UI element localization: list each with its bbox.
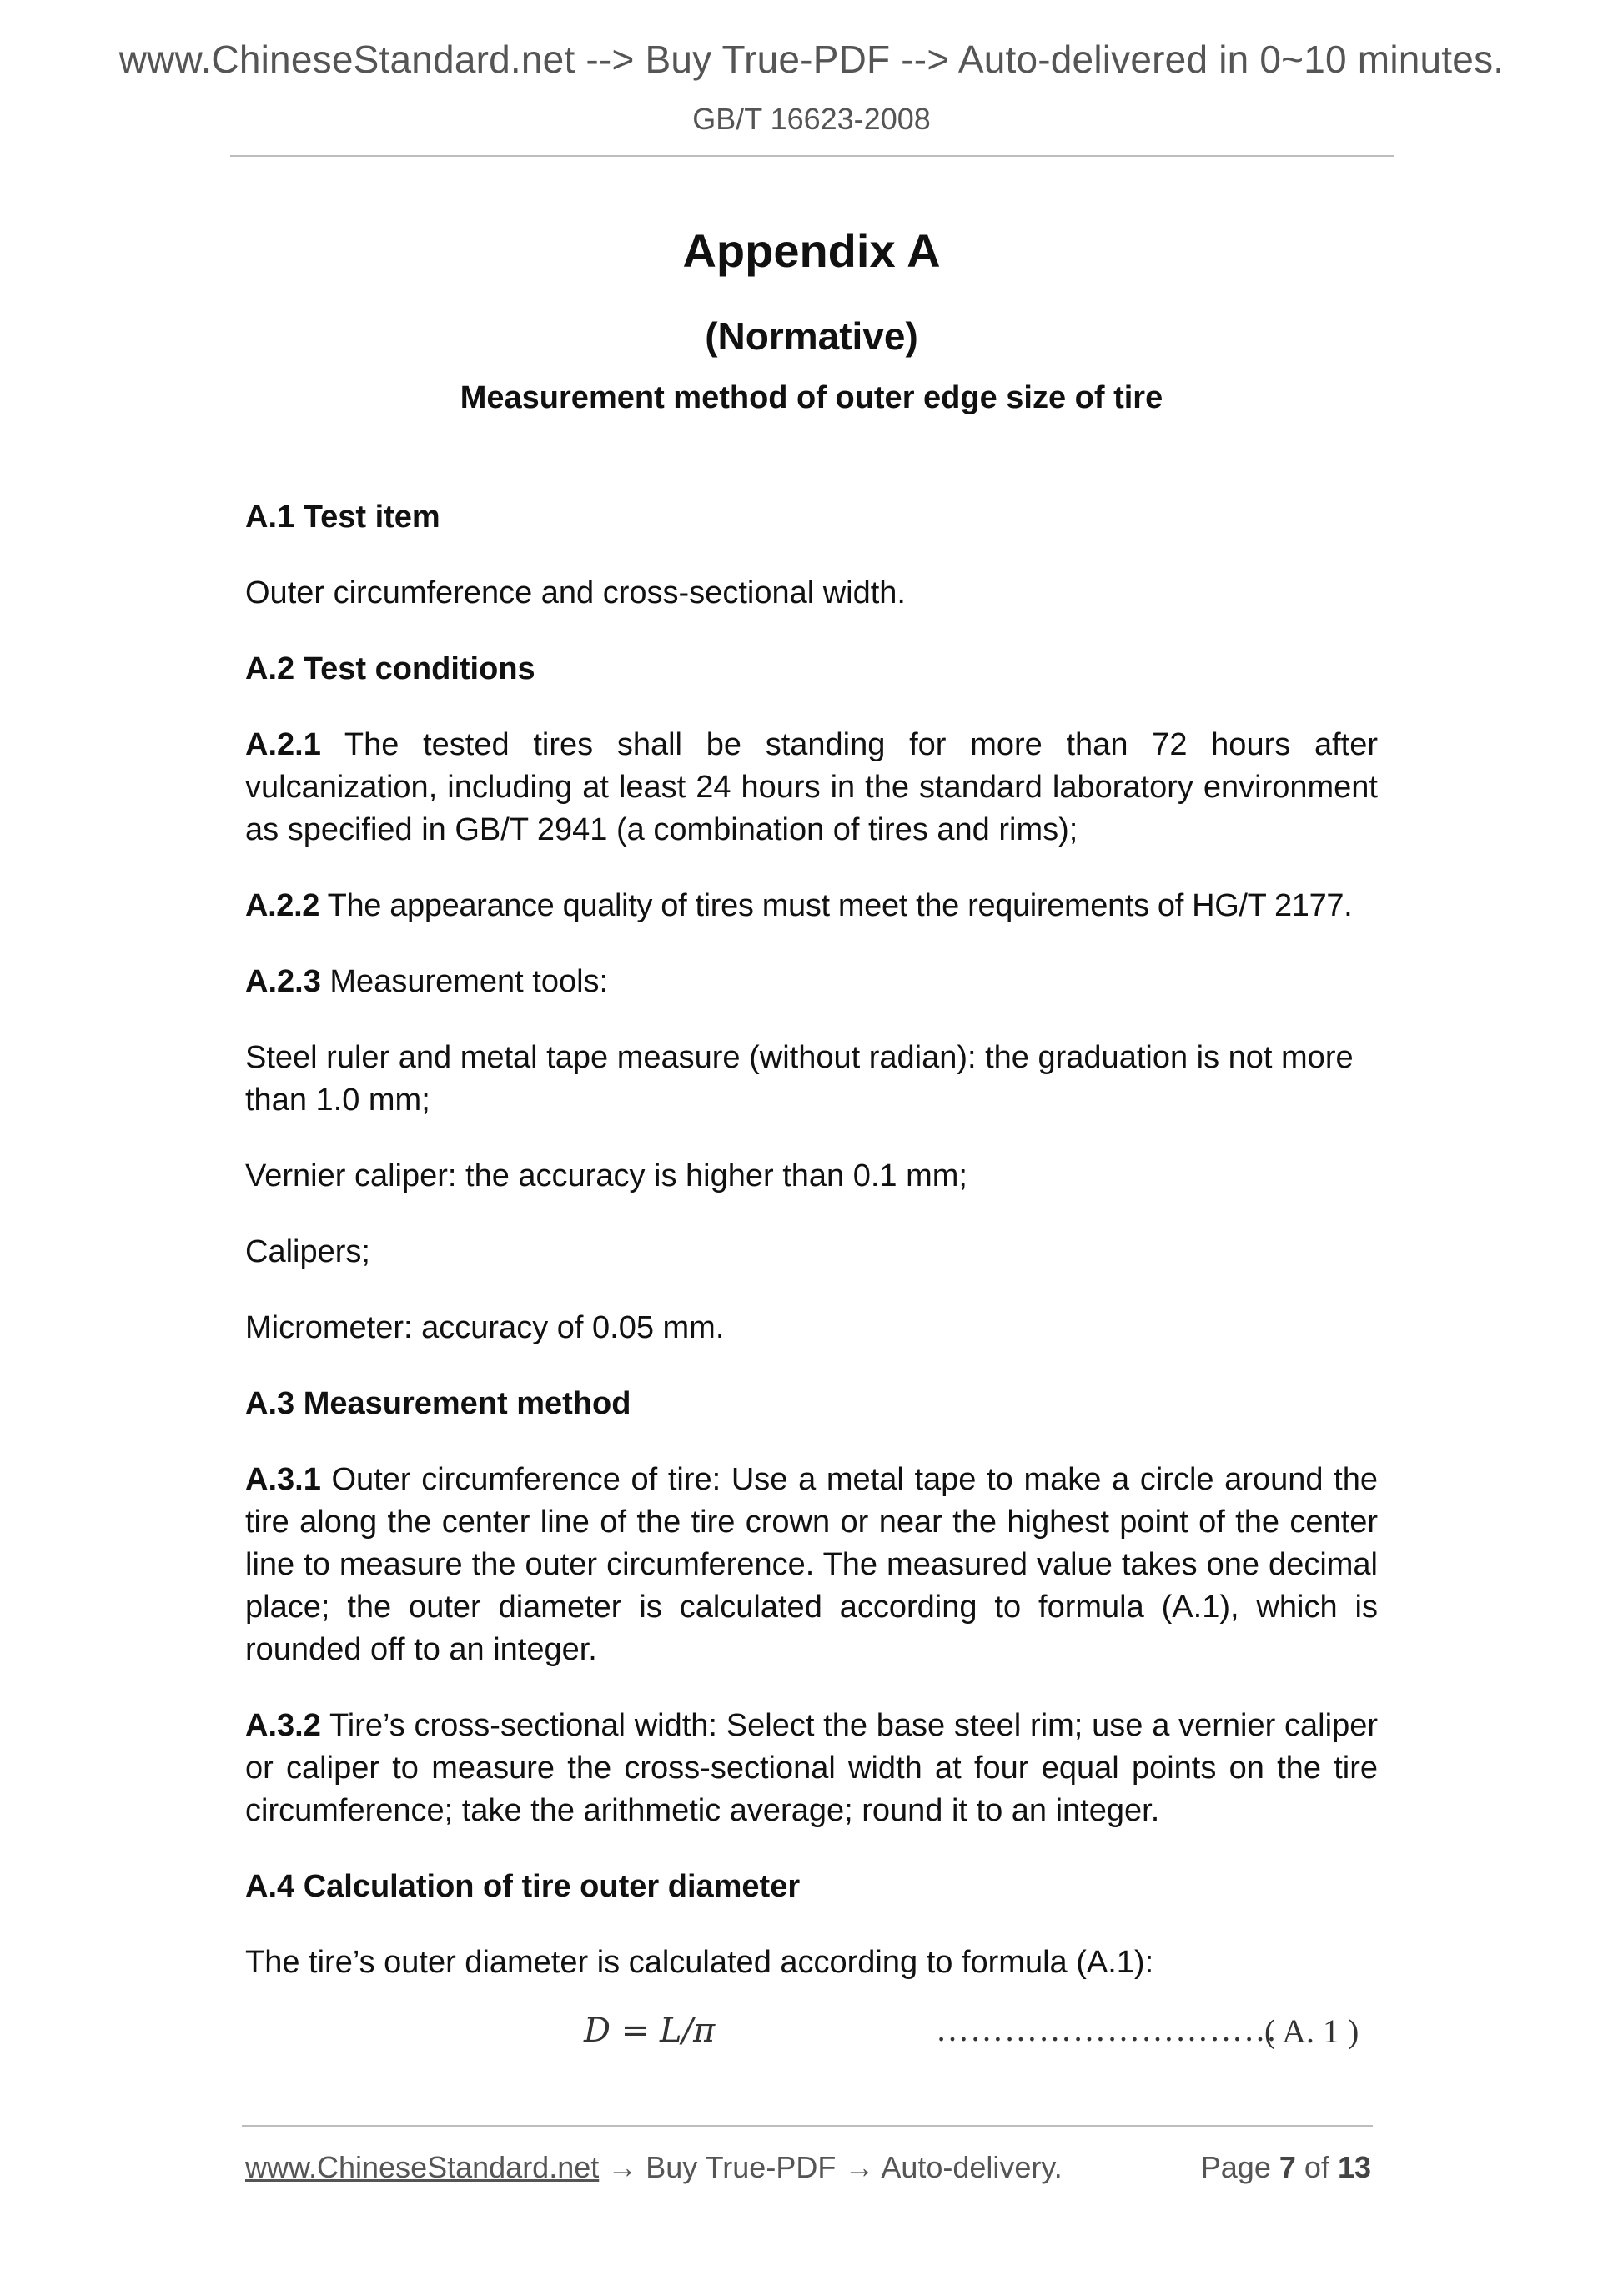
section-a1-text: Outer circumference and cross-sectional width. — [245, 575, 906, 610]
page-current: 7 — [1279, 2150, 1296, 2184]
footer-divider — [242, 2125, 1373, 2127]
page-label: Page — [1200, 2150, 1271, 2184]
normative-label: (Normative) — [705, 314, 918, 358]
section-a4-heading: A.4 Calculation of tire outer diameter — [245, 1869, 801, 1904]
page-total: 13 — [1337, 2150, 1371, 2184]
page-footer — [245, 2150, 1371, 2185]
clause-a2-1-label: A.2.1 — [245, 727, 321, 762]
appendix-title: Appendix A — [682, 224, 941, 277]
clause-a2-1-text: The tested tires shall be standing for more than 72 hours after vulcanization, including at least 24 hours in the standard laboratory environment as specified in GB/T 2941 (a combination of tires and rims); — [245, 727, 1378, 847]
clause-a2-2 — [245, 885, 1396, 927]
page-indicator — [1201, 2150, 1371, 2185]
header-divider — [230, 155, 1394, 157]
clause-a3-1 — [245, 1459, 1378, 1671]
clause-a3-2-label: A.3.2 — [245, 1708, 321, 1743]
clause-a3-2 — [245, 1705, 1378, 1832]
tool-item-3: Calipers; — [245, 1234, 370, 1269]
clause-a3-2-text: Tire’s cross-sectional width: Select the base steel rim; use a vernier caliper or caliper to measure the cross-sectional width at four equal points on the tire circumference; take the arithmetic average; round it to an integer. — [245, 1708, 1378, 1828]
section-a1-heading: A.1 Test item — [245, 500, 440, 535]
appendix-subtitle: Measurement method of outer edge size of tire — [460, 380, 1163, 415]
clause-a2-3 — [245, 961, 1378, 1003]
section-a3-heading: A.3 Measurement method — [245, 1386, 631, 1421]
formula-a1 — [0, 2012, 1623, 2062]
tool-item-2: Vernier caliper: the accuracy is higher than 0.1 mm; — [245, 1158, 967, 1193]
formula-expression: D = L/π — [584, 2012, 716, 2050]
top-banner: www.ChineseStandard.net --> Buy True-PDF --> Auto-delivered in 0~10 minutes. — [118, 38, 1505, 81]
clause-a2-1 — [245, 724, 1378, 852]
tool-item-4: Micrometer: accuracy of 0.05 mm. — [245, 1310, 725, 1345]
formula-leader-dots: ………………………… — [936, 2011, 1278, 2048]
footer-delivery-text: → Buy True-PDF → Auto-delivery. — [599, 2150, 1063, 2184]
tool-item-1: Steel ruler and metal tape measure (without radian): the graduation is not more than 1.0 mm; — [245, 1040, 1354, 1118]
footer-website-link[interactable]: www.ChineseStandard.net — [245, 2150, 600, 2184]
page-of: of — [1304, 2150, 1329, 2184]
clause-a2-2-text: The appearance quality of tires must meet the requirements of HG/T 2177. — [327, 888, 1353, 923]
clause-a2-3-text: Measurement tools: — [329, 964, 609, 999]
section-a4-text: The tire’s outer diameter is calculated according to formula (A.1): — [245, 1945, 1154, 1980]
clause-a3-1-label: A.3.1 — [245, 1462, 321, 1497]
clause-a2-2-label: A.2.2 — [245, 888, 320, 923]
formula-number: ( A. 1 ) — [1264, 2012, 1359, 2050]
document-code: GB/T 16623-2008 — [692, 102, 931, 136]
clause-a3-1-text: Outer circumference of tire: Use a metal tape to make a circle around the tire along the center line of the tire crown or near the highest point of the center line to measure the outer circumference. The measured value takes one decimal place; the outer diameter is calculated according to formula (A.1), which is rounded off to an integer. — [245, 1462, 1378, 1667]
clause-a2-3-label: A.2.3 — [245, 964, 321, 999]
section-a2-heading: A.2 Test conditions — [245, 651, 535, 686]
